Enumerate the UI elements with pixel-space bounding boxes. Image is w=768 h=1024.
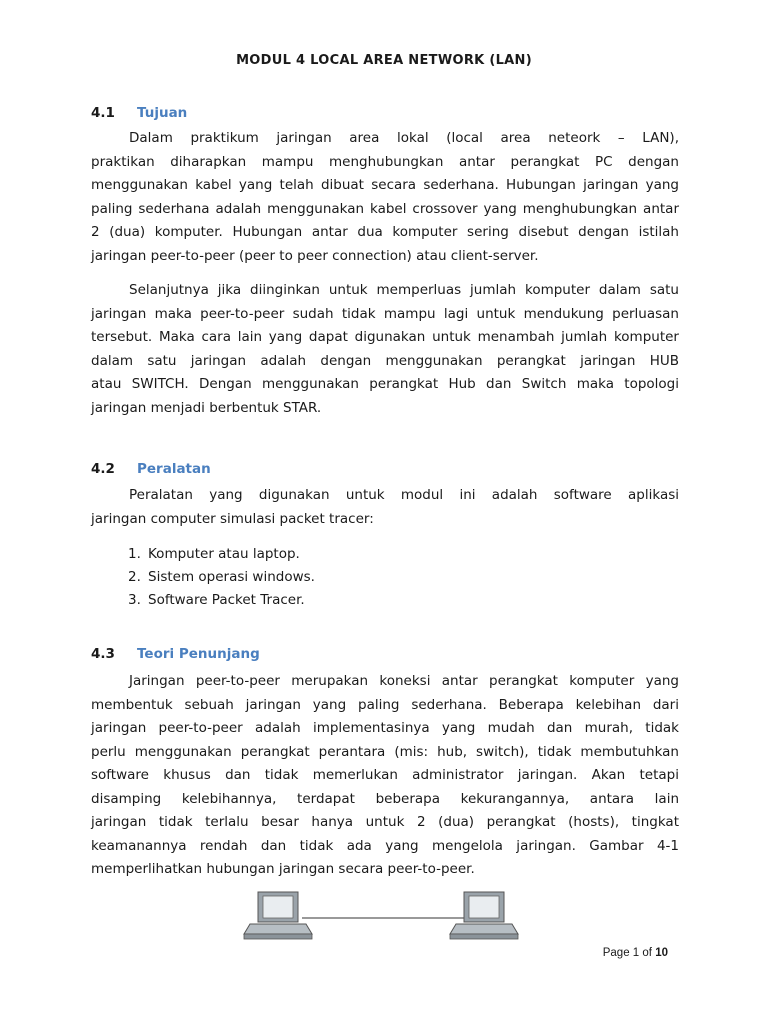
- text-line: Dalam praktikum jaringan area lokal (local area neteork – LAN),: [129, 130, 679, 146]
- page-label: Page: [602, 947, 630, 959]
- text-line: paling sederhana adalah menggunakan kabel crossover yang menghubungkan antar: [91, 200, 679, 217]
- text-line: jaringan tidak terlalu besar hanya untuk 2 (dua) perangkat (hosts), tingkat: [91, 814, 679, 830]
- computer-icon: [450, 892, 518, 939]
- section-title: Tujuan: [137, 105, 188, 121]
- text-line: menggunakan kabel yang telah dibuat secara sederhana. Hubungan jaringan yang: [91, 177, 679, 193]
- list-text: Software Packet Tracer.: [148, 592, 305, 608]
- text-line: jaringan peer-to-peer (peer to peer connection) atau client-server.: [91, 247, 539, 264]
- peer-to-peer-figure: [240, 886, 530, 946]
- document-title: MODUL 4 LOCAL AREA NETWORK (LAN): [236, 53, 532, 68]
- text-line: tersebut. Maka cara lain yang dapat digunakan untuk menambah jumlah komputer: [91, 329, 679, 345]
- paragraph-peralatan: [91, 484, 679, 531]
- text-line: perlu menggunakan perangkat perantara (mis: hub, switch), tidak membutuhkan: [91, 743, 679, 760]
- text-line: membentuk sebuah jaringan yang paling sederhana. Beberapa kelebihan dari: [91, 696, 679, 713]
- text-line: jaringan computer simulasi packet tracer:: [91, 510, 374, 527]
- list-text: Sistem operasi windows.: [148, 569, 315, 585]
- list-number: 2.: [128, 569, 141, 585]
- list-number: 1.: [128, 546, 141, 562]
- section-title: Teori Penunjang: [137, 646, 260, 662]
- text-line: dalam satu jaringan adalah dengan menggunakan perangkat jaringan HUB: [91, 352, 679, 369]
- equipment-list: [128, 543, 315, 612]
- text-line: software khusus dan tidak memerlukan administrator jaringan. Akan tetapi: [91, 767, 679, 783]
- section-heading-4-1: [91, 105, 187, 121]
- paragraph-tujuan-2: [91, 279, 679, 420]
- computer-icon: [244, 892, 312, 939]
- section-heading-4-2: [91, 461, 211, 477]
- list-item: [128, 566, 315, 589]
- section-number: 4.3: [91, 646, 115, 662]
- text-line: 2 (dua) komputer. Hubungan antar dua komputer sering disebut dengan istilah: [91, 224, 679, 240]
- text-line: praktikan diharapkan mampu menghubungkan antar perangkat PC dengan: [91, 153, 679, 170]
- text-line: keamanannya rendah dan tidak ada yang mengelola jaringan. Gambar 4-1: [91, 837, 679, 854]
- text-line: jaringan maka peer-to-peer sudah tidak mampu lagi untuk mendukung perluasan: [91, 305, 679, 322]
- text-line: jaringan peer-to-peer adalah implementasinya yang mudah dan murah, tidak: [91, 720, 679, 736]
- paragraph-tujuan-1: [91, 127, 679, 268]
- page-total: 10: [655, 947, 668, 959]
- list-item: [128, 589, 315, 612]
- text-line: disamping kelebihannya, terdapat beberapa kekurangannya, antara lain: [91, 790, 679, 807]
- text-line: Jaringan peer-to-peer merupakan koneksi antar perangkat komputer yang: [129, 673, 679, 689]
- list-text: Komputer atau laptop.: [148, 546, 300, 562]
- section-title: Peralatan: [137, 461, 211, 477]
- text-line: Selanjutnya jika diinginkan untuk memperluas jumlah komputer dalam satu: [129, 282, 679, 298]
- page-current: 1: [632, 947, 640, 959]
- page-footer: [603, 947, 668, 959]
- text-line: jaringan menjadi berbentuk STAR.: [91, 399, 322, 416]
- list-number: 3.: [128, 592, 141, 608]
- text-line: Peralatan yang digunakan untuk modul ini adalah software aplikasi: [129, 487, 679, 503]
- text-line: atau SWITCH. Dengan menggunakan perangkat Hub dan Switch maka topologi: [91, 376, 679, 392]
- section-heading-4-3: [91, 646, 260, 662]
- section-number: 4.1: [91, 105, 115, 121]
- section-number: 4.2: [91, 461, 115, 477]
- text-line: memperlihatkan hubungan jaringan secara peer-to-peer.: [91, 861, 475, 877]
- paragraph-teori: [91, 670, 679, 882]
- list-item: [128, 543, 315, 566]
- page-of: of: [642, 947, 652, 959]
